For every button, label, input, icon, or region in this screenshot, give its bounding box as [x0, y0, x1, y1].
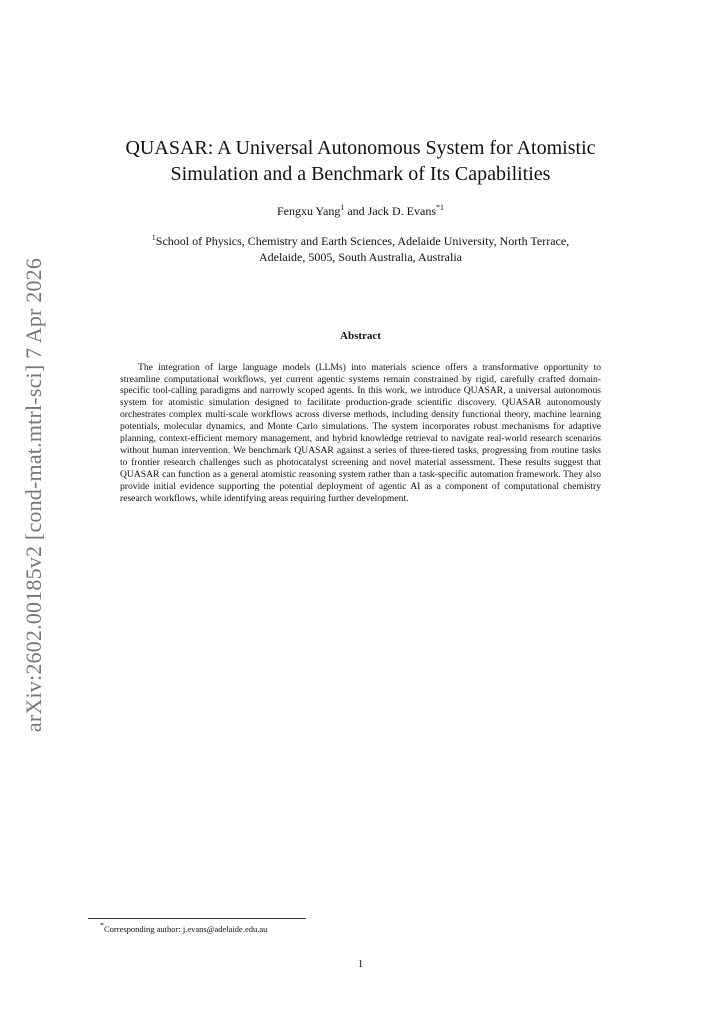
- author-affiliation-mark: *1: [436, 203, 444, 212]
- affiliation: [90, 233, 631, 265]
- footnote-text: Corresponding author: j.evans@adelaide.edu.au: [104, 924, 268, 934]
- footnote-divider: [88, 918, 306, 919]
- arxiv-identifier: arXiv:2602.00185v2 [cond-mat.mtrl-sci] 7 Apr 2026: [21, 257, 46, 733]
- footnote: [100, 921, 268, 935]
- page-number: 1: [357, 958, 364, 970]
- affiliation-line-2: Adelaide, 5005, South Australia, Australia: [259, 250, 462, 264]
- footnote-mark: *: [100, 921, 104, 931]
- author-affiliation-mark: 1: [340, 203, 345, 212]
- affiliation-line-1: $^1$School of Physics, Chemistry and Earth Sciences, Adelaide University, North Terrace,: [151, 233, 570, 248]
- title-line-2: Simulation and a Benchmark of Its Capabilities: [170, 163, 551, 185]
- author-name: Jack D. Evans: [367, 204, 436, 218]
- title-line-1: QUASAR: A Universal Autonomous System for Atomistic: [125, 137, 596, 159]
- abstract-heading: Abstract: [340, 330, 381, 342]
- affiliation-mark: 1: [151, 233, 156, 242]
- author-name: Fengxu Yang: [276, 204, 341, 218]
- paper-title: [0, 135, 721, 187]
- author-conjunction: and: [347, 204, 365, 218]
- abstract-text: The integration of large language models (LLMs) into materials science offers a transformative opportunity to streamline computational workflows, yet current agentic systems remain constrained by rigid, carefully crafted domain-specific tool-calling paradigms and narrowly scoped agents. In this work, we introduce QUASAR, a universal autonomous system for atomistic simulation designed to facilitate production-grade scientific discovery. QUASAR autonomously orchestrates complex multi-scale workflows across diverse methods, including density functional theory, machine learning potentials, molecular dynamics, and Monte Carlo simulations. The system incorporates robust mechanisms for adaptive planning, context-efficient memory management, and hybrid knowledge retrieval to navigate real-world research scenarios without human intervention. We benchmark QUASAR against a series of three-tiered tasks, progressing from routine tasks to frontier research challenges such as photocatalyst screening and novel material assessment. These results suggest that QUASAR can function as a general atomistic reasoning system rather than a task-specific automation framework. They also provide initial evidence supporting the potential deployment of agentic AI as a component of computational chemistry research workflows, while identifying areas requiring further development.: [120, 361, 601, 504]
- author-list: [0, 203, 721, 219]
